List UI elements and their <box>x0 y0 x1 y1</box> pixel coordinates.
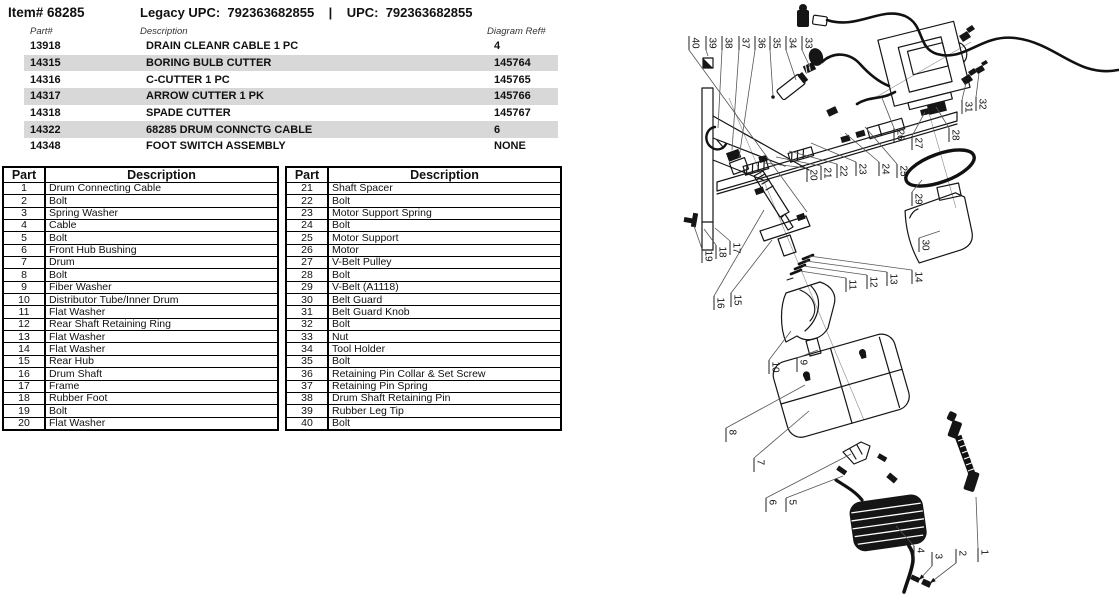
svg-text:22: 22 <box>837 165 849 177</box>
part-description: Fiber Washer <box>45 281 278 293</box>
part-number: 3 <box>3 207 45 219</box>
svg-text:34: 34 <box>786 37 798 49</box>
part-number: 9 <box>3 281 45 293</box>
diagram-ref: NONE <box>494 140 526 153</box>
parts-table-row <box>3 392 278 404</box>
pulley-drawing <box>927 101 947 115</box>
svg-text:23: 23 <box>856 163 868 175</box>
svg-text:9: 9 <box>797 359 809 366</box>
part-description: Rubber Leg Tip <box>328 405 561 417</box>
parts-table-row <box>286 294 561 306</box>
parts-table-row <box>286 368 561 380</box>
header-part: Part <box>3 167 45 183</box>
diagram-ref: 145764 <box>494 57 531 70</box>
part-number: 4 <box>3 220 45 232</box>
parts-table-row <box>286 318 561 330</box>
part-number: 25 <box>286 232 328 244</box>
part-number: 17 <box>3 380 45 392</box>
diagram-ref: 4 <box>494 40 501 53</box>
knob-drawings <box>959 25 988 85</box>
part-number: 13918 <box>30 40 61 53</box>
svg-text:3: 3 <box>932 553 944 560</box>
parts-table-row <box>3 331 278 343</box>
part-number: 21 <box>286 183 328 195</box>
drum-shaft-drawing <box>754 171 793 230</box>
svg-text:5: 5 <box>786 499 798 506</box>
parts-table-row <box>3 417 278 430</box>
part-number: 39 <box>286 405 328 417</box>
power-cord-drawing <box>797 4 1118 104</box>
part-description: Belt Guard <box>328 294 561 306</box>
column-header-diagram-ref: Diagram Ref# <box>487 26 546 37</box>
part-number: 24 <box>286 220 328 232</box>
parts-table-header-row <box>3 167 278 183</box>
part-description: 68285 DRUM CONNCTG CABLE <box>146 123 313 136</box>
part-description: Belt Guard Knob <box>328 306 561 318</box>
diagram-label-19 <box>694 226 714 263</box>
part-number: 11 <box>3 306 45 318</box>
parts-table-row <box>286 355 561 367</box>
svg-text:8: 8 <box>726 429 738 436</box>
part-description: Retaining Pin Collar & Set Screw <box>328 368 561 380</box>
part-description: Tool Holder <box>328 343 561 355</box>
part-number: 7 <box>3 257 45 269</box>
part-description: Front Hub Bushing <box>45 244 278 256</box>
svg-text:1: 1 <box>978 549 990 556</box>
part-description: ARROW CUTTER 1 PK <box>146 90 264 103</box>
part-description: Shaft Spacer <box>328 183 561 195</box>
part-number: 14316 <box>30 73 61 86</box>
parts-table-row <box>3 405 278 417</box>
part-number: 34 <box>286 343 328 355</box>
diagram-ref: 145767 <box>494 107 531 120</box>
item-parts-table <box>24 38 558 155</box>
part-description: Cable <box>45 220 278 232</box>
drum-drawing <box>770 331 913 441</box>
part-number: 37 <box>286 380 328 392</box>
diagram-label-11 <box>800 271 858 292</box>
diagram-label-32 <box>976 73 988 111</box>
parts-table-row <box>3 220 278 232</box>
parts-table-row <box>286 183 561 195</box>
column-header-description: Description <box>140 26 188 37</box>
svg-text:15: 15 <box>731 294 743 306</box>
part-description: Bolt <box>328 355 561 367</box>
svg-text:13: 13 <box>887 273 899 285</box>
part-number: 14322 <box>30 123 61 136</box>
top-table-row <box>24 138 558 155</box>
parts-table-row <box>3 183 278 195</box>
part-description: Drum Connecting Cable <box>45 183 278 195</box>
part-description: V-Belt Pulley <box>328 257 561 269</box>
part-description: Distributor Tube/Inner Drum <box>45 294 278 306</box>
part-number: 20 <box>3 417 45 430</box>
part-number: 32 <box>286 318 328 330</box>
part-description: Drum <box>45 257 278 269</box>
part-number: 38 <box>286 392 328 404</box>
drain-cable-drawing <box>946 411 980 493</box>
parts-table-row <box>286 392 561 404</box>
part-description: Rear Shaft Retaining Ring <box>45 318 278 330</box>
part-number: 15 <box>3 355 45 367</box>
part-number: 31 <box>286 306 328 318</box>
part-number: 10 <box>3 294 45 306</box>
part-description: Rubber Foot <box>45 392 278 404</box>
parts-table-row <box>286 257 561 269</box>
part-description: Bolt <box>45 269 278 281</box>
part-description: Bolt <box>328 220 561 232</box>
parts-table-row <box>286 380 561 392</box>
part-number: 16 <box>3 368 45 380</box>
parts-table-row <box>286 343 561 355</box>
part-description: DRAIN CLEANR CABLE 1 PC <box>146 40 299 53</box>
svg-text:7: 7 <box>754 459 766 466</box>
part-description: Bolt <box>328 318 561 330</box>
svg-text:17: 17 <box>730 242 742 254</box>
svg-text:36: 36 <box>755 37 767 49</box>
belt-guard-drawing <box>900 182 976 264</box>
svg-text:28: 28 <box>949 129 961 141</box>
diagram-label-1 <box>976 497 990 562</box>
drum-bolt-drawing <box>858 348 867 359</box>
part-number: 2 <box>3 195 45 207</box>
part-number: 14318 <box>30 107 61 120</box>
hub-bushing-drawing <box>836 442 898 484</box>
part-number: 14315 <box>30 57 61 70</box>
tool-holder-drawing <box>776 71 809 100</box>
exploded-parts-diagram <box>659 0 1119 594</box>
part-description: Drum Shaft <box>45 368 278 380</box>
part-description: Bolt <box>328 195 561 207</box>
svg-text:6: 6 <box>766 499 778 506</box>
top-table-row <box>24 121 558 138</box>
part-number: 14348 <box>30 140 61 153</box>
diagram-callout-labels <box>689 36 990 583</box>
svg-text:16: 16 <box>714 297 726 309</box>
svg-text:12: 12 <box>867 276 879 288</box>
svg-text:38: 38 <box>722 37 734 49</box>
part-number: 36 <box>286 368 328 380</box>
part-description: Motor <box>328 244 561 256</box>
parts-table-row <box>3 207 278 219</box>
part-description: Drum Shaft Retaining Pin <box>328 392 561 404</box>
svg-text:26: 26 <box>894 129 906 141</box>
top-table-row <box>24 38 558 55</box>
parts-table-row <box>286 232 561 244</box>
top-table-row <box>24 105 558 122</box>
svg-text:14: 14 <box>912 271 924 283</box>
svg-text:21: 21 <box>821 167 833 179</box>
svg-text:11: 11 <box>846 279 858 290</box>
part-number: 1 <box>3 183 45 195</box>
parts-table-row <box>286 195 561 207</box>
part-number: 33 <box>286 331 328 343</box>
parts-table-right <box>285 166 562 431</box>
part-number: 26 <box>286 244 328 256</box>
part-number: 30 <box>286 294 328 306</box>
part-number: 40 <box>286 417 328 430</box>
svg-text:33: 33 <box>802 37 814 49</box>
parts-table-left <box>2 166 279 431</box>
parts-table-row <box>286 207 561 219</box>
parts-table-row <box>286 306 561 318</box>
diagram-label-10 <box>769 331 791 374</box>
leader-arrowhead <box>930 578 936 583</box>
parts-table-row <box>3 355 278 367</box>
diagram-label-30 <box>919 231 940 252</box>
part-number: 14 <box>3 343 45 355</box>
part-number: 5 <box>3 232 45 244</box>
part-number: 8 <box>3 269 45 281</box>
part-number: 6 <box>3 244 45 256</box>
part-description: Frame <box>45 380 278 392</box>
svg-text:29: 29 <box>912 193 924 205</box>
inner-drum-drawing <box>782 282 835 356</box>
top-table-row <box>24 55 558 72</box>
part-description: Retaining Pin Spring <box>328 380 561 392</box>
rear-hub-drawing <box>760 213 810 256</box>
part-description: Motor Support Spring <box>328 207 561 219</box>
part-number: 27 <box>286 257 328 269</box>
parts-table-row <box>3 306 278 318</box>
parts-table-header-row <box>286 167 561 183</box>
parts-table-row <box>3 368 278 380</box>
part-description: V-Belt (A1118) <box>328 281 561 293</box>
diagram-label-37 <box>732 36 751 150</box>
column-header-part: Part# <box>30 26 53 37</box>
diagram-label-7 <box>754 411 809 472</box>
svg-text:24: 24 <box>879 163 891 175</box>
part-number: 35 <box>286 355 328 367</box>
part-description: SPADE CUTTER <box>146 107 231 120</box>
parts-table-row <box>3 244 278 256</box>
upc-line: Legacy UPC: 792363682855 | UPC: 792363682855 <box>140 5 473 20</box>
svg-text:40: 40 <box>689 37 701 49</box>
part-description: Bolt <box>45 232 278 244</box>
part-number: 18 <box>3 392 45 404</box>
diagram-label-39 <box>706 36 718 56</box>
part-description: Spring Washer <box>45 207 278 219</box>
parts-table-row <box>286 281 561 293</box>
diagram-label-34 <box>786 36 798 80</box>
part-number: 23 <box>286 207 328 219</box>
top-table-row <box>24 71 558 88</box>
parts-table-row <box>3 380 278 392</box>
part-number: 14317 <box>30 90 61 103</box>
svg-text:37: 37 <box>739 37 751 49</box>
part-number: 28 <box>286 269 328 281</box>
diagram-ref: 145766 <box>494 90 531 103</box>
parts-table-row <box>286 417 561 430</box>
svg-text:19: 19 <box>702 250 714 262</box>
part-description: Bolt <box>328 417 561 430</box>
diagram-ref: 6 <box>494 123 501 136</box>
parts-table-row <box>3 257 278 269</box>
parts-table-row <box>3 269 278 281</box>
part-description: Motor Support <box>328 232 561 244</box>
svg-text:4: 4 <box>914 547 926 554</box>
part-description: C-CUTTER 1 PC <box>146 73 230 86</box>
part-description: Flat Washer <box>45 343 278 355</box>
washer-stack-drawing <box>787 255 813 280</box>
part-description: Flat Washer <box>45 331 278 343</box>
header-part: Part <box>286 167 328 183</box>
item-number-title: Item# 68285 <box>8 5 85 20</box>
part-description: Bolt <box>45 195 278 207</box>
svg-text:2: 2 <box>956 550 968 557</box>
v-belt-drawing <box>901 143 978 194</box>
part-number: 19 <box>3 405 45 417</box>
svg-text:35: 35 <box>770 37 782 49</box>
parts-table-row <box>286 269 561 281</box>
part-description: Flat Washer <box>45 306 278 318</box>
parts-table-row <box>3 294 278 306</box>
header-description: Description <box>328 167 561 183</box>
svg-text:31: 31 <box>962 101 974 113</box>
diagram-label-14 <box>809 256 924 284</box>
parts-table-row <box>3 281 278 293</box>
parts-table-row <box>286 405 561 417</box>
parts-table-row <box>3 195 278 207</box>
part-description: Flat Washer <box>45 417 278 430</box>
part-description: Rear Hub <box>45 355 278 367</box>
part-number: 29 <box>286 281 328 293</box>
part-description: BORING BULB CUTTER <box>146 57 272 70</box>
parts-table-row <box>3 318 278 330</box>
header-description: Description <box>45 167 278 183</box>
diagram-label-35 <box>770 36 782 96</box>
svg-text:18: 18 <box>716 246 728 258</box>
part-number: 13 <box>3 331 45 343</box>
diagram-ref: 145765 <box>494 73 531 86</box>
part-description: FOOT SWITCH ASSEMBLY <box>146 140 286 153</box>
top-table-row <box>24 88 558 105</box>
svg-text:25: 25 <box>897 165 909 177</box>
parts-table-row <box>286 220 561 232</box>
parts-table-row <box>286 331 561 343</box>
svg-text:20: 20 <box>807 169 819 181</box>
part-number: 12 <box>3 318 45 330</box>
svg-text:32: 32 <box>976 98 988 110</box>
cable-coil-drawing <box>836 480 928 592</box>
diagram-label-38 <box>718 36 734 128</box>
part-number: 22 <box>286 195 328 207</box>
svg-text:30: 30 <box>919 239 931 251</box>
drum-bolt-drawing <box>802 371 811 382</box>
rubber-tip-drawing <box>703 58 713 68</box>
shaft-bolt-drawing <box>754 186 765 195</box>
diagram-label-36 <box>739 36 767 158</box>
part-description: Bolt <box>45 405 278 417</box>
part-description: Bolt <box>328 269 561 281</box>
parts-table-row <box>3 343 278 355</box>
svg-text:27: 27 <box>912 137 924 149</box>
part-description: Nut <box>328 331 561 343</box>
retaining-pin-drawing <box>706 127 726 149</box>
svg-text:39: 39 <box>706 37 718 49</box>
diagram-label-5 <box>786 476 843 512</box>
diagram-label-8 <box>726 385 805 442</box>
parts-table-row <box>286 244 561 256</box>
parts-table-row <box>3 232 278 244</box>
svg-text:10: 10 <box>769 361 781 373</box>
